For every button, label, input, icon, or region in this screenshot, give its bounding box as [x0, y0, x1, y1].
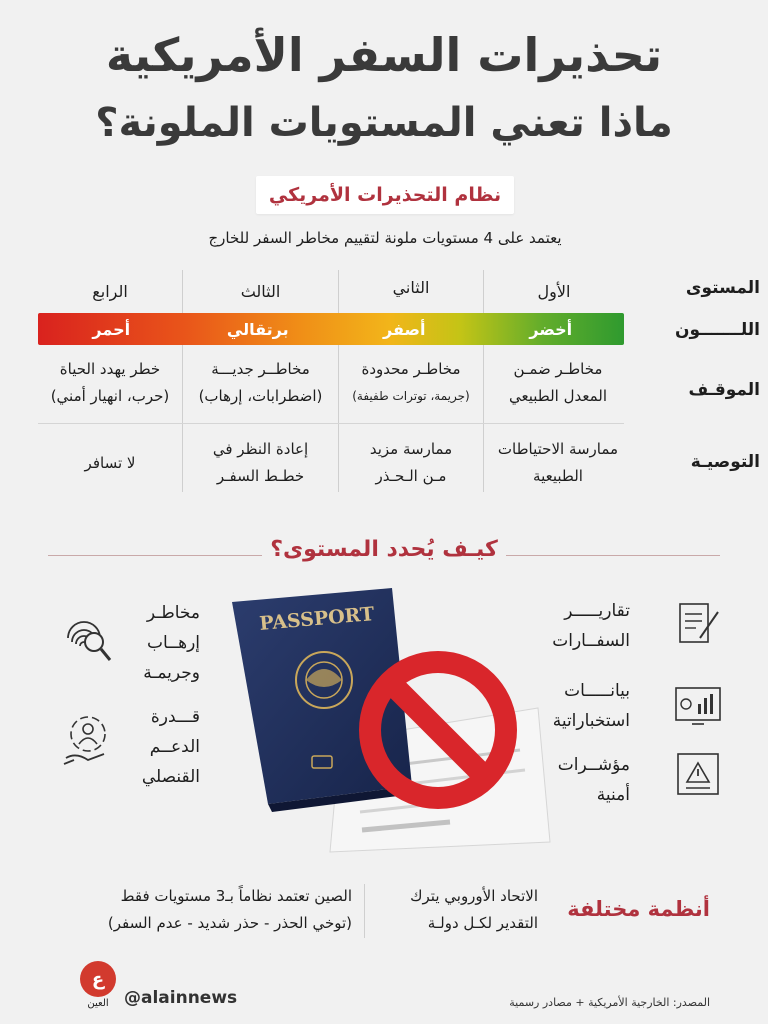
brand-handle: @alainnews [124, 988, 238, 1008]
factor-line: استخباراتية [552, 711, 630, 731]
color-label-red: أحمر [92, 319, 131, 339]
recommendation-level-2 [339, 436, 483, 490]
eu-system-note [376, 883, 538, 937]
how-title: كيـف يُحدد المستوى؟ [262, 537, 506, 562]
factor-line: مؤشــرات [557, 755, 630, 775]
factor-line: إرهــاب [146, 633, 200, 653]
recommendation-line: خطـط السفـر [216, 467, 305, 485]
recommendation-level-3 [183, 436, 338, 490]
other-systems-title: أنظمة مختلفة [567, 897, 710, 921]
situation-line: مخاطـر ضمـن [513, 360, 603, 378]
row-label-recommendation: التوصيـة [690, 452, 760, 472]
level-name-3: الثالث [240, 282, 281, 301]
row-label-situation: الموقـف [688, 380, 760, 400]
situation-line: مخاطـر محدودة [361, 360, 461, 378]
factor-line: أمنية [596, 785, 630, 805]
support-icon [60, 712, 116, 772]
situation-line: (اضطرابات، إرهاب) [198, 387, 323, 405]
brand-logo-icon: ع [80, 961, 116, 997]
color-label-green: أخضر [529, 319, 573, 339]
factor-line: الدعــم [149, 737, 200, 757]
factor-terror-crime-risk [120, 598, 200, 688]
recommendation-line: لا تسافر [84, 454, 136, 472]
color-scale-bar [38, 313, 624, 345]
system-subtitle: يعتمد على 4 مستويات ملونة لتقييم مخاطر السفر للخارج [208, 229, 562, 247]
level-name-2: الثاني [392, 278, 430, 297]
level-name-4: الرابع [92, 282, 128, 301]
factor-intelligence-data [520, 676, 630, 736]
recommendation-line: ممارسة مزيد [369, 440, 453, 458]
recommendation-line: ممارسة الاحتياطات [497, 440, 619, 458]
main-subtitle: ماذا تعني المستويات الملونة؟ [95, 100, 673, 146]
system-title-box: نظام التحذيرات الأمريكي [256, 176, 514, 214]
factor-line: قـــدرة [150, 707, 200, 727]
factor-line: تقاريـــــر [564, 601, 630, 621]
factor-line: القنصلي [141, 767, 200, 787]
recommendation-line: الطبيعية [533, 467, 583, 485]
report-icon [672, 598, 724, 650]
china-system-note [56, 883, 352, 937]
factor-security-indicators [520, 750, 630, 810]
situation-level-2 [339, 356, 483, 410]
level-name-1: الأول [537, 282, 571, 301]
situation-level-4 [38, 356, 182, 410]
situation-line: (جريمة، توترات طفيفة) [352, 389, 470, 403]
china-line: (توخي الحذر - حذر شديد - عدم السفر) [107, 914, 352, 932]
color-label-orange: برتقالي [226, 319, 289, 339]
dashboard-icon [672, 680, 724, 732]
situation-line: (حرب، انهيار أمني) [50, 387, 170, 405]
recommendation-level-1 [484, 436, 632, 490]
column-divider [364, 884, 365, 938]
situation-line: خطر يهدد الحياة [59, 360, 161, 378]
situation-line: المعدل الطبيعي [508, 387, 608, 405]
eu-line: التقدير لكـل دولـة [427, 914, 538, 932]
passport-illustration [220, 580, 560, 860]
factor-line: مخاطـر [146, 603, 200, 623]
factor-line: بيانـــــات [564, 681, 630, 701]
situation-line: مخاطــر جديـــة [211, 360, 310, 378]
factor-line: وجريمـة [143, 663, 200, 683]
fingerprint-icon [56, 604, 116, 664]
brand-name: العين [87, 998, 109, 1009]
factor-consular-support [120, 702, 200, 792]
row-label-level: المستوى [685, 278, 760, 298]
main-title: تحذيرات السفر الأمريكية [105, 28, 663, 82]
recommendation-line: إعادة النظر في [212, 440, 309, 458]
china-line: الصين تعتمد نظاماً بـ3 مستويات فقط [120, 887, 352, 905]
color-label-yellow: أصفر [383, 319, 426, 339]
passport-label: PASSPORT [258, 603, 376, 635]
situation-level-1 [484, 356, 632, 410]
situation-level-3 [183, 356, 338, 410]
source-note: المصدر: الخارجية الأمريكية + مصادر رسمية [509, 996, 710, 1009]
eu-line: الاتحاد الأوروبي يترك [410, 887, 538, 905]
recommendation-level-4 [38, 450, 182, 477]
recommendation-line: مـن الـحـذر [375, 467, 447, 485]
warning-icon [672, 748, 724, 800]
factor-line: السفــارات [552, 631, 630, 651]
factor-embassy-reports [520, 596, 630, 656]
row-divider [38, 423, 624, 424]
row-label-color: اللـــــــون [675, 320, 760, 340]
